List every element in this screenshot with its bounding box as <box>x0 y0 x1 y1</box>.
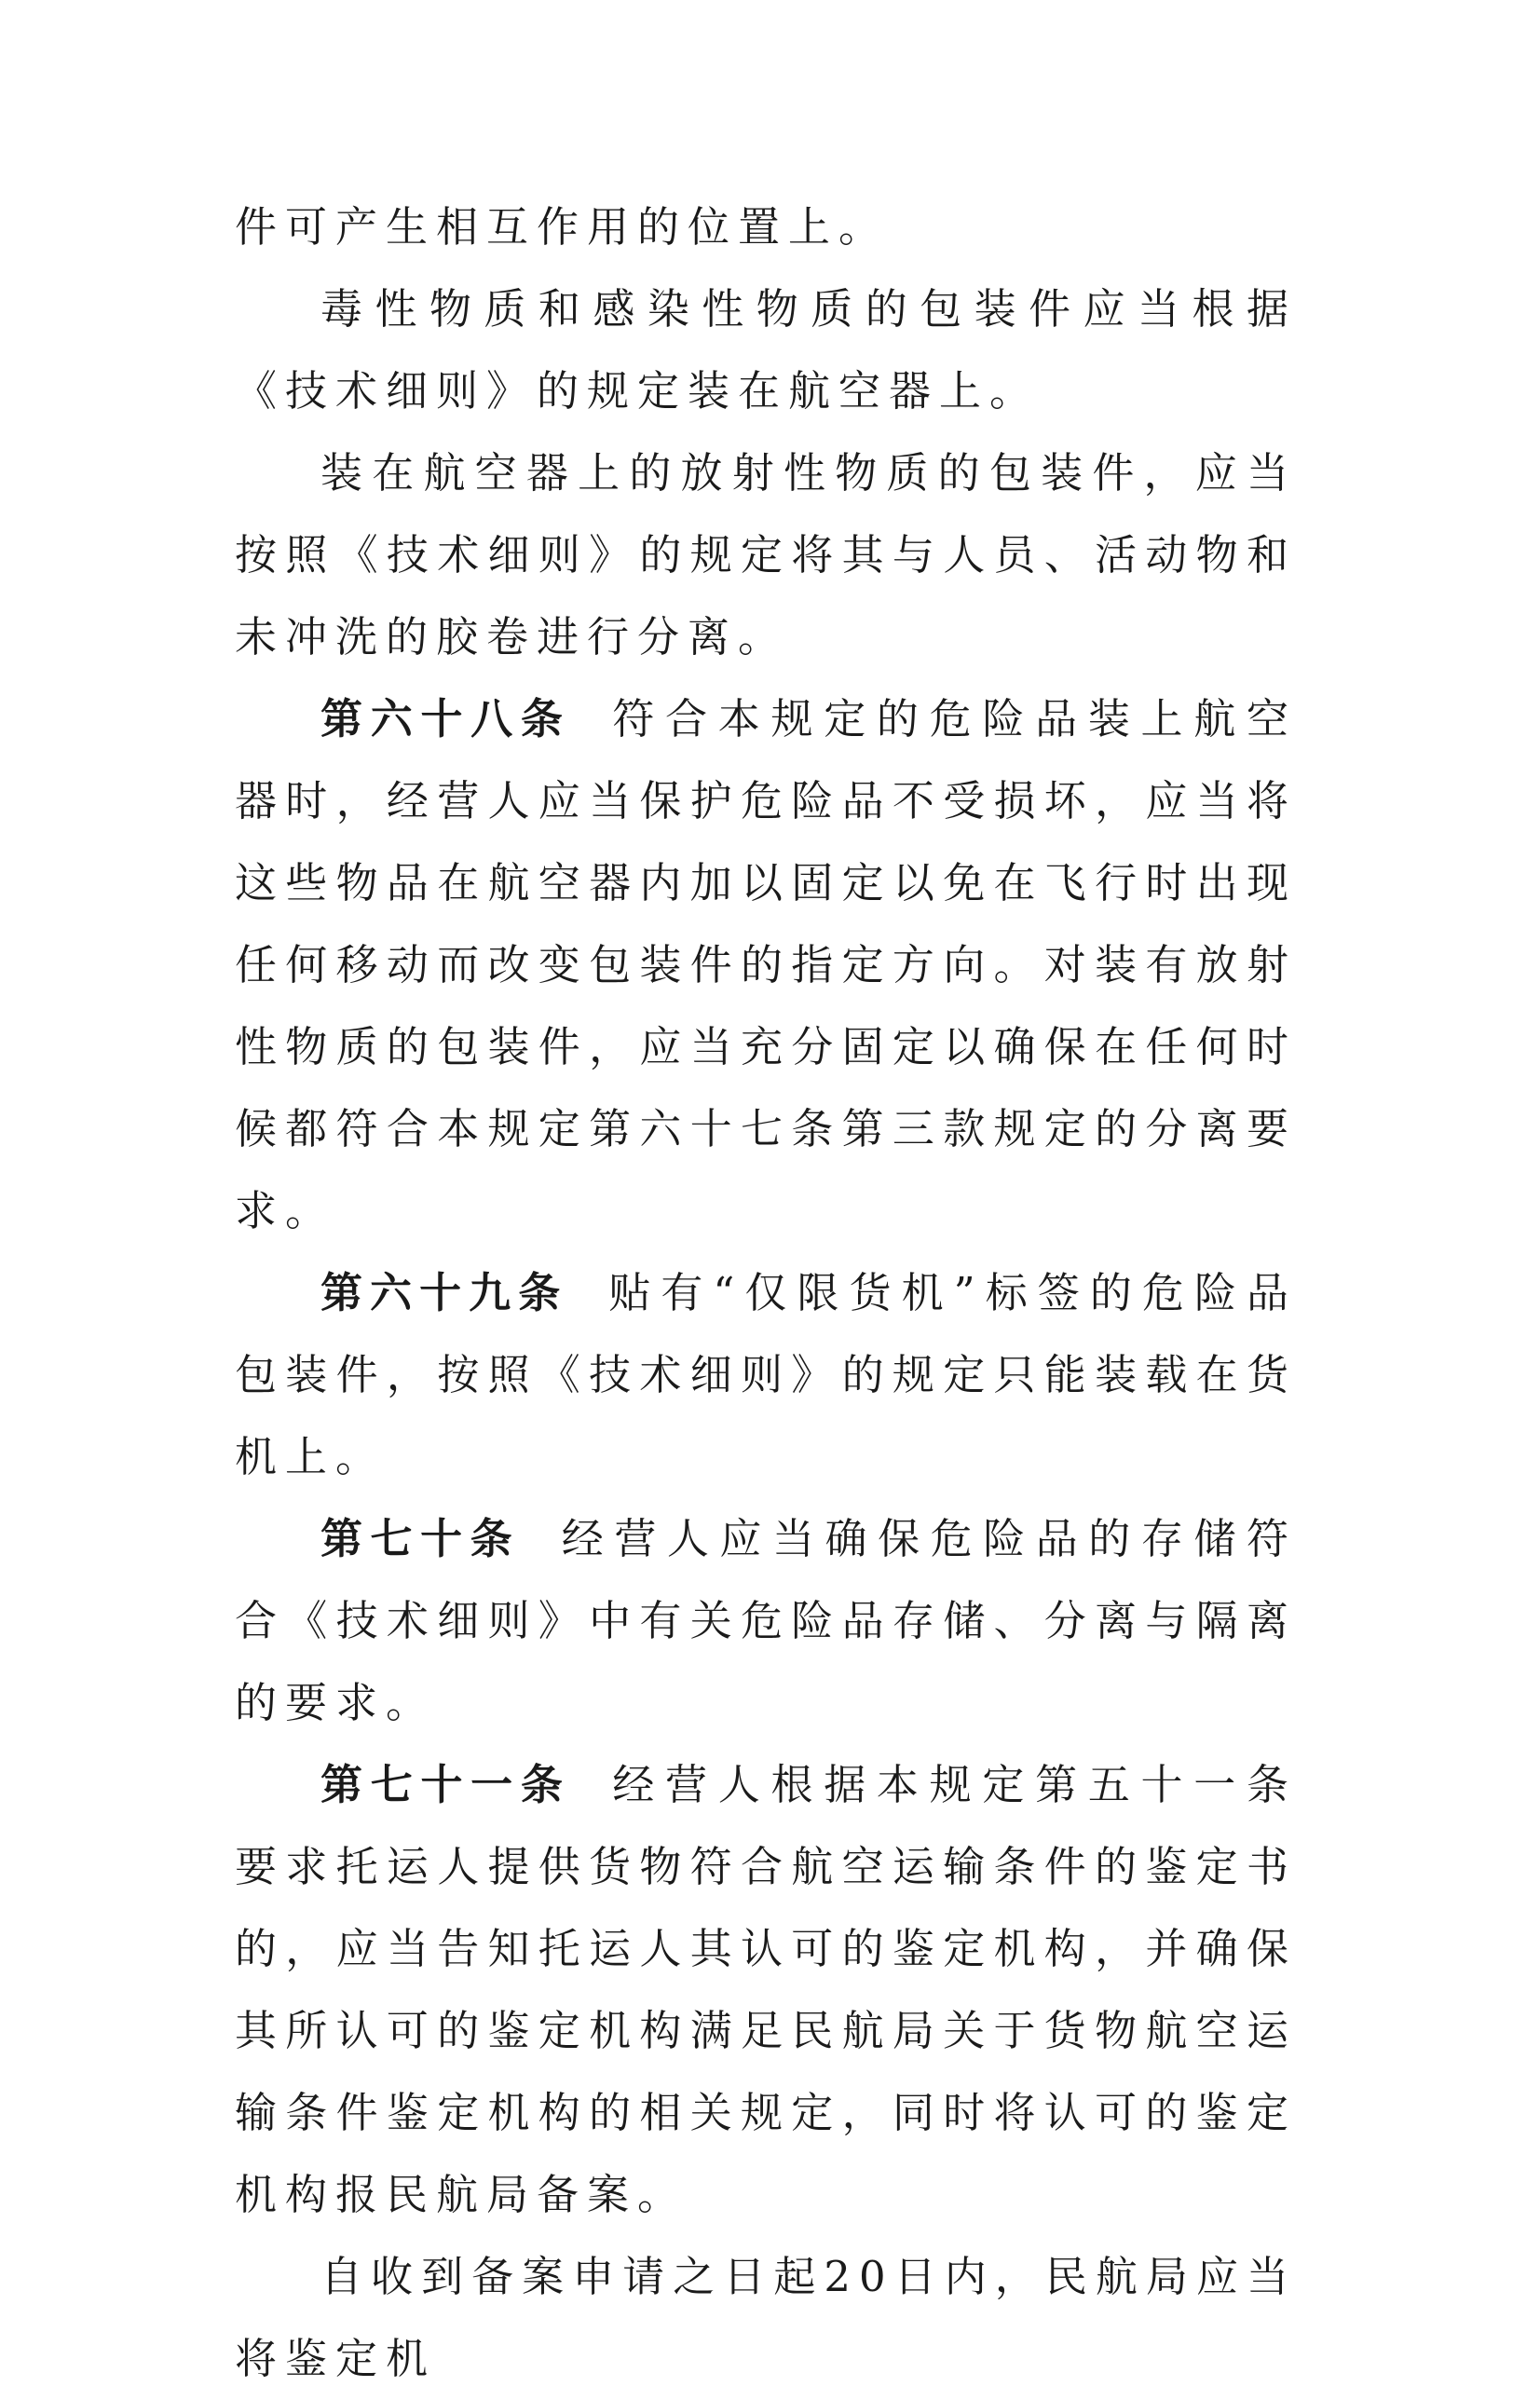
article-number: 第七十条 <box>320 1514 521 1563</box>
paragraph-radioactive-separation <box>235 432 1297 678</box>
document-body <box>235 186 1297 2400</box>
paragraph-text: 毒性物质和感染性物质的包装件应当根据《技术细则》的规定装在航空器上。 <box>235 284 1297 416</box>
article-70 <box>235 1498 1297 1744</box>
paragraph-toxic-substances <box>235 268 1297 432</box>
article-text: 贴有“仅限货机”标签的危险品包装件，按照《技术细则》的规定只能装载在货机上。 <box>235 1268 1297 1481</box>
paragraph-continuation <box>235 186 1297 268</box>
paragraph-filing-deadline <box>235 2236 1297 2400</box>
article-number: 第七十一条 <box>320 1760 571 1809</box>
article-69 <box>235 1252 1297 1498</box>
article-number: 第六十九条 <box>320 1268 568 1317</box>
article-text: 经营人根据本规定第五十一条要求托运人提供货物符合航空运输条件的鉴定书的，应当告知托运人其认可的鉴定机构，并确保其所认可的鉴定机构满足民航局关于货物航空运输条件鉴定机构的相关规定，同时将认可的鉴定机构报民航局备案。 <box>235 1760 1297 2219</box>
article-text: 符合本规定的危险品装上航空器时，经营人应当保护危险品不受损坏，应当将这些物品在航空器内加以固定以免在飞行时出现任何移动而改变包装件的指定方向。对装有放射性物质的包装件，应当充分固定以确保在任何时候都符合本规定第六十七条第三款规定的分离要求。 <box>235 694 1297 1235</box>
article-71 <box>235 1744 1297 2236</box>
article-text: 经营人应当确保危险品的存储符合《技术细则》中有关危险品存储、分离与隔离的要求。 <box>235 1514 1297 1727</box>
paragraph-text: 装在航空器上的放射性物质的包装件，应当按照《技术细则》的规定将其与人员、活动物和未冲洗的胶卷进行分离。 <box>235 448 1297 661</box>
article-number: 第六十八条 <box>320 694 571 743</box>
article-68 <box>235 678 1297 1252</box>
paragraph-text: 自收到备案申请之日起20日内，民航局应当将鉴定机 <box>235 2252 1297 2383</box>
paragraph-text: 件可产生相互作用的位置上。 <box>235 202 890 252</box>
